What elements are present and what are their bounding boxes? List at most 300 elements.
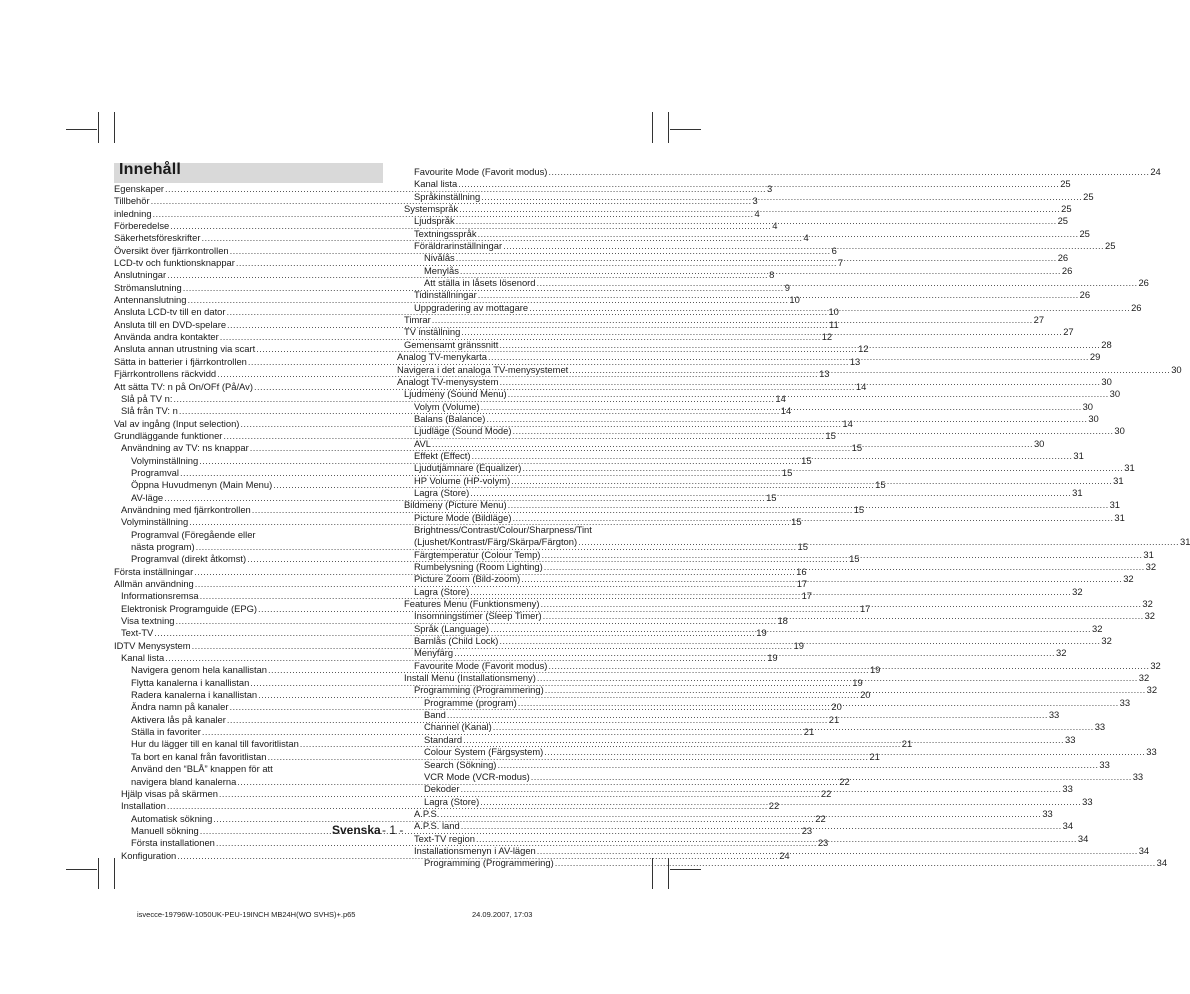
toc-entry bbox=[397, 857, 1168, 869]
toc-entry-title: Användning med fjärrkontrollen bbox=[121, 503, 251, 515]
toc-leader-dots bbox=[488, 351, 1089, 363]
toc-entry-title: Programval (direkt åtkomst) bbox=[131, 553, 247, 565]
toc-entry-page: 14 bbox=[855, 380, 867, 392]
toc-leader-dots bbox=[486, 413, 1087, 425]
toc-entry-title: VCR Mode (VCR-modus) bbox=[424, 770, 530, 782]
toc-entry-title: Uppgradering av mottagare bbox=[414, 301, 529, 313]
toc-entry-page: 4 bbox=[754, 207, 760, 219]
toc-entry-title: Automatisk sökning bbox=[131, 812, 213, 824]
toc-leader-dots bbox=[555, 857, 1156, 869]
toc-entry-page: 12 bbox=[858, 343, 869, 355]
toc-entry bbox=[397, 166, 1161, 178]
toc-leader-dots bbox=[454, 647, 1055, 659]
toc-entry-page: 34 bbox=[1062, 820, 1074, 832]
toc-leader-dots bbox=[481, 191, 1082, 203]
toc-entry-title: Fjärrkontrollens räckvidd bbox=[114, 368, 217, 380]
toc-entry-page: 32 bbox=[1056, 647, 1067, 659]
toc-entry-page: 33 bbox=[1048, 709, 1060, 721]
toc-leader-dots bbox=[490, 623, 1091, 635]
toc-entry-title: A.P.S. bbox=[414, 807, 440, 819]
toc-entry-title: Analogt TV-menysystem bbox=[397, 375, 499, 387]
toc-entry-page: 32 bbox=[1146, 684, 1158, 696]
toc-leader-dots bbox=[537, 845, 1138, 857]
toc-leader-dots bbox=[456, 252, 1057, 264]
toc-entry-title: Kanal lista bbox=[121, 652, 165, 664]
crop-mark bbox=[114, 858, 115, 889]
toc-leader-dots bbox=[508, 388, 1109, 400]
toc-entry-title: Lagra (Store) bbox=[424, 795, 480, 807]
toc-entry-title: Channel (Kanal) bbox=[424, 721, 492, 733]
toc-entry-title: Flytta kanalerna i kanallistan bbox=[131, 676, 250, 688]
toc-entry-page: 25 bbox=[1105, 240, 1116, 252]
toc-leader-dots bbox=[476, 833, 1077, 845]
toc-entry-title: Timrar bbox=[404, 314, 431, 326]
toc-entry-title: Slå på TV n: bbox=[121, 392, 173, 404]
toc-entry-page: 7 bbox=[837, 257, 844, 269]
toc-entry-page: 23 bbox=[817, 837, 829, 849]
toc-leader-dots bbox=[480, 796, 1081, 808]
toc-entry-title: Text-TV bbox=[121, 627, 154, 639]
toc-entry-title: Anslutningar bbox=[114, 269, 167, 281]
toc-leader-dots bbox=[512, 425, 1113, 437]
toc-entry-page: 33 bbox=[1132, 770, 1144, 782]
toc-entry-page: 10 bbox=[828, 306, 839, 318]
toc-entry-page: 31 bbox=[1109, 499, 1121, 511]
toc-leader-dots bbox=[503, 240, 1104, 252]
toc-entry-page: 31 bbox=[1114, 511, 1125, 523]
toc-entry-page: 14 bbox=[842, 417, 853, 429]
toc-entry-page: 15 bbox=[849, 553, 860, 565]
toc-entry-page: 15 bbox=[875, 479, 886, 491]
toc-entry-page: 16 bbox=[796, 565, 807, 577]
toc-entry-title: Brightness/Contrast/Colour/Sharpness/Tint bbox=[414, 523, 592, 535]
toc-entry-title: Säkerhetsföreskrifter bbox=[114, 232, 201, 244]
toc-entry-page: 4 bbox=[772, 220, 778, 232]
toc-leader-dots bbox=[470, 487, 1071, 499]
toc-entry-page: 25 bbox=[1061, 203, 1072, 215]
toc-entry-page: 31 bbox=[1124, 462, 1135, 474]
toc-entry-page: 21 bbox=[803, 726, 815, 738]
toc-entry-title: Standard bbox=[424, 733, 463, 745]
toc-entry-page: 19 bbox=[869, 664, 881, 676]
toc-entry-title: inledning bbox=[114, 207, 152, 219]
toc-entry-title: Programming (Programmering) bbox=[424, 857, 554, 869]
toc-leader-dots bbox=[545, 684, 1146, 696]
crop-mark bbox=[114, 112, 115, 143]
toc-entry-title: navigera bland kanalerna bbox=[131, 775, 237, 787]
toc-entry-page: 27 bbox=[1063, 326, 1074, 338]
toc-entry-page: 34 bbox=[1077, 832, 1089, 844]
toc-entry-title: Analog TV-menykarta bbox=[397, 351, 487, 363]
toc-leader-dots bbox=[543, 610, 1144, 622]
toc-entry-title: HP Volume (HP-volym) bbox=[414, 474, 511, 486]
toc-entry-page: 32 bbox=[1092, 622, 1103, 634]
toc-entry-title: TV inställning bbox=[404, 326, 461, 338]
crop-mark bbox=[670, 129, 701, 130]
toc-entry bbox=[397, 203, 1072, 215]
toc-entry-page: 26 bbox=[1138, 277, 1149, 289]
toc-entry-title: Favourite Mode (Favorit modus) bbox=[414, 166, 548, 177]
toc-entry-page: 25 bbox=[1060, 178, 1071, 190]
toc-entry-page: 32 bbox=[1072, 585, 1083, 597]
toc-entry-page: 13 bbox=[819, 368, 830, 380]
toc-entry-page: 14 bbox=[780, 405, 792, 417]
toc-entry bbox=[397, 215, 1069, 227]
toc-leader-dots bbox=[440, 808, 1041, 820]
footer-language: Svenska bbox=[332, 823, 381, 837]
toc-entry-page: 20 bbox=[831, 701, 842, 713]
toc-entry-title: Använda andra kontakter bbox=[114, 331, 219, 343]
toc-entry-page: 24 bbox=[779, 849, 790, 861]
toc-leader-dots bbox=[459, 203, 1060, 215]
toc-entry-title: Antennanslutning bbox=[114, 294, 187, 306]
toc-entry-title: Ansluta annan utrustning via scart bbox=[114, 343, 256, 355]
toc-entry-page: 22 bbox=[768, 800, 780, 812]
toc-entry bbox=[397, 264, 1073, 277]
toc-entry bbox=[397, 190, 1094, 203]
toc-entry-page: 30 bbox=[1033, 437, 1045, 449]
toc-leader-dots bbox=[456, 215, 1057, 227]
toc-entry-page: 27 bbox=[1033, 314, 1045, 326]
crop-mark bbox=[98, 112, 99, 143]
toc-entry-page: 19 bbox=[756, 627, 767, 639]
toc-leader-dots bbox=[521, 573, 1122, 585]
toc-entry-title: Install Menu (Installationsmeny) bbox=[404, 672, 536, 684]
toc-entry-page: 32 bbox=[1150, 659, 1161, 671]
toc-entry-page: 32 bbox=[1144, 610, 1156, 622]
toc-leader-dots bbox=[537, 672, 1138, 684]
toc-entry-page: 15 bbox=[791, 516, 802, 528]
toc-entry-page: 32 bbox=[1145, 561, 1157, 572]
toc-entry-title: Band bbox=[424, 709, 446, 721]
toc-entry-page: 15 bbox=[797, 540, 808, 552]
toc-entry-title: Slå från TV: n bbox=[121, 405, 178, 417]
toc-leader-dots bbox=[432, 438, 1033, 450]
footer-filename: isvecce-19796W-1050UK-PEU-19INCH MB24H(WO SVHS)+.p65 bbox=[137, 910, 356, 919]
toc-entry-title: Navigera genom hela kanallistan bbox=[131, 664, 268, 676]
toc-entry-page: 19 bbox=[852, 676, 863, 688]
toc-entry-title: Informationsremsa bbox=[121, 590, 199, 602]
toc-leader-dots bbox=[531, 771, 1132, 783]
toc-entry-page: 31 bbox=[1073, 449, 1084, 461]
page-title: Innehåll bbox=[119, 161, 182, 178]
toc-leader-dots bbox=[511, 475, 1112, 487]
footer-page-number: - 1 - bbox=[382, 823, 404, 837]
toc-entry-title: (Ljushet/Kontrast/Färg/Skärpa/Färgton) bbox=[414, 536, 578, 548]
toc-leader-dots bbox=[518, 697, 1119, 709]
toc-leader-dots bbox=[569, 364, 1170, 376]
toc-leader-dots bbox=[499, 376, 1100, 388]
toc-entry-title: Volyminställning bbox=[131, 454, 199, 466]
crop-mark bbox=[66, 129, 97, 130]
toc-entry-page: 33 bbox=[1042, 807, 1053, 819]
toc-entry-title: Volyminställning bbox=[121, 516, 189, 528]
toc-entry-page: 34 bbox=[1156, 857, 1168, 869]
toc-leader-dots bbox=[471, 450, 1072, 462]
toc-entry-page: 33 bbox=[1094, 721, 1106, 733]
toc-entry-title: Manuell sökning bbox=[131, 824, 199, 836]
toc-entry-title: Val av ingång (Input selection) bbox=[114, 417, 240, 429]
toc-entry-page: 32 bbox=[1138, 672, 1150, 684]
toc-entry-page: 26 bbox=[1057, 252, 1069, 264]
toc-entry-title: Lagra (Store) bbox=[414, 585, 470, 597]
toc-leader-dots bbox=[478, 228, 1079, 240]
toc-leader-dots bbox=[541, 549, 1142, 561]
toc-entry-title: Gemensamt gränssnitt bbox=[404, 338, 499, 350]
toc-entry-title: LCD-tv och funktionsknappar bbox=[114, 257, 235, 269]
toc-entry-title: AV-läge bbox=[131, 491, 164, 503]
crop-mark bbox=[668, 112, 669, 143]
toc-leader-dots bbox=[522, 462, 1123, 474]
toc-leader-dots bbox=[460, 265, 1061, 277]
toc-entry-page: 13 bbox=[849, 355, 861, 367]
toc-entry-page: 29 bbox=[1089, 351, 1101, 363]
toc-entry-title: nästa program) bbox=[131, 540, 195, 552]
toc-entry-title: Första inställningar bbox=[114, 565, 194, 577]
toc-entry-title: Insomningstimer (Sleep Timer) bbox=[414, 610, 542, 622]
toc-entry-page: 22 bbox=[820, 787, 832, 799]
toc-entry-title: Dekoder bbox=[424, 783, 460, 795]
toc-entry-page: 25 bbox=[1057, 215, 1069, 227]
toc-entry bbox=[397, 240, 1116, 252]
toc-entry-page: 21 bbox=[828, 713, 840, 725]
toc-entry-title: Färgtemperatur (Colour Temp) bbox=[414, 548, 541, 560]
toc-entry-page: 22 bbox=[815, 812, 826, 824]
toc-entry-title: Text-TV region bbox=[414, 832, 475, 844]
toc-entry-page: 30 bbox=[1114, 425, 1125, 437]
toc-entry-page: 31 bbox=[1180, 536, 1190, 548]
toc-entry-page: 32 bbox=[1123, 573, 1134, 585]
toc-entry bbox=[397, 252, 1069, 264]
toc-entry-title: Kanal lista bbox=[414, 178, 458, 190]
toc-leader-dots bbox=[470, 586, 1071, 598]
toc-entry-title: Systemspråk bbox=[404, 203, 459, 215]
toc-entry-title: Översikt över fjärrkontrollen bbox=[114, 244, 229, 256]
toc-entry-page: 30 bbox=[1088, 412, 1099, 424]
toc-leader-dots bbox=[512, 512, 1113, 524]
toc-entry-title: Konfiguration bbox=[121, 849, 177, 861]
toc-entry-page: 32 bbox=[1101, 635, 1112, 647]
toc-entry-page: 33 bbox=[1082, 795, 1093, 807]
toc-entry-page: 10 bbox=[789, 294, 800, 306]
toc-entry-page: 9 bbox=[784, 281, 790, 293]
toc-entry-title: Programme (program) bbox=[424, 696, 517, 708]
toc-entry-title: Programval bbox=[131, 466, 179, 478]
toc-entry-page: 21 bbox=[869, 750, 880, 762]
toc-entry-title: Ändra namn på kanaler bbox=[131, 701, 229, 713]
toc-entry bbox=[397, 277, 1149, 289]
toc-entry-title: Ställa in favoriter bbox=[131, 726, 201, 738]
toc-entry-title: Visa textning bbox=[121, 615, 175, 627]
toc-entry-page: 24 bbox=[1150, 166, 1161, 177]
toc-entry-page: 26 bbox=[1079, 289, 1091, 301]
toc-leader-dots bbox=[499, 339, 1100, 351]
toc-entry-page: 21 bbox=[901, 738, 913, 750]
toc-entry-page: 30 bbox=[1171, 363, 1182, 375]
toc-entry bbox=[114, 529, 384, 541]
toc-entry-page: 33 bbox=[1065, 733, 1076, 745]
toc-leader-dots bbox=[540, 598, 1141, 610]
crop-mark bbox=[652, 112, 653, 143]
toc-leader-dots bbox=[497, 759, 1098, 771]
toc-entry-title: Strömanslutning bbox=[114, 281, 182, 293]
toc-entry-page: 8 bbox=[769, 269, 775, 281]
toc-entry-page: 17 bbox=[801, 590, 813, 602]
toc-entry-page: 33 bbox=[1119, 696, 1131, 708]
toc-entry-title: Ljudutjämnare (Equalizer) bbox=[414, 462, 522, 474]
toc-entry-page: 15 bbox=[851, 442, 863, 454]
toc-entry-title: A.P.S. land bbox=[414, 820, 460, 832]
toc-leader-dots bbox=[537, 277, 1138, 289]
toc-entry-page: 26 bbox=[1061, 264, 1073, 276]
toc-entry-title: Språkinställning bbox=[414, 190, 481, 202]
toc-entry-title: Programval (Föregående eller bbox=[131, 528, 256, 540]
toc-leader-dots bbox=[499, 635, 1100, 647]
toc-entry-title: Volym (Volume) bbox=[414, 400, 480, 412]
toc-entry-page: 3 bbox=[752, 195, 758, 207]
toc-entry-title: Tillbehör bbox=[114, 195, 150, 207]
toc-entry-page: 30 bbox=[1082, 400, 1094, 412]
toc-leader-dots bbox=[432, 314, 1033, 326]
toc-entry-page: 28 bbox=[1101, 338, 1112, 350]
toc-entry bbox=[397, 758, 1110, 771]
toc-leader-dots bbox=[461, 820, 1062, 832]
toc-leader-dots bbox=[548, 660, 1149, 672]
toc-leader-dots bbox=[460, 783, 1061, 795]
toc-entry-page: 25 bbox=[1083, 190, 1094, 202]
toc-entry-page: 30 bbox=[1109, 388, 1121, 400]
toc-entry-page: 32 bbox=[1142, 598, 1153, 610]
toc-entry-page: 33 bbox=[1062, 783, 1073, 795]
toc-entry-page: 30 bbox=[1101, 375, 1112, 387]
toc-leader-dots bbox=[458, 178, 1059, 190]
toc-entry-title: Picture Mode (Bildläge) bbox=[414, 511, 512, 523]
toc-entry-title: Grundläggande funktioner bbox=[114, 429, 223, 441]
toc-entry-title: Första installationen bbox=[131, 837, 215, 849]
toc-entry-page: 15 bbox=[781, 466, 793, 478]
toc-entry-title: Öppna Huvudmenyn (Main Menu) bbox=[131, 479, 273, 491]
toc-entry-title: Effekt (Effect) bbox=[414, 449, 471, 461]
crop-mark bbox=[66, 869, 97, 870]
toc-leader-dots bbox=[493, 721, 1094, 733]
toc-entry-title: IDTV Menysystem bbox=[114, 639, 191, 651]
toc-leader-dots bbox=[463, 734, 1064, 746]
toc-entry-title: Installationsmenyn i AV-lägen bbox=[414, 844, 536, 856]
toc-entry-page: 15 bbox=[825, 429, 836, 441]
toc-entry-page: 31 bbox=[1072, 486, 1083, 498]
toc-entry-page: 4 bbox=[803, 232, 809, 244]
toc-entry-page: 33 bbox=[1099, 758, 1110, 770]
toc-entry-title: Användning av TV: ns knappar bbox=[121, 442, 249, 454]
toc-entry-title: Menylås bbox=[424, 264, 459, 276]
toc-entry-title: Colour System (Färgsystem) bbox=[424, 746, 544, 758]
toc-leader-dots bbox=[447, 709, 1048, 721]
toc-entry-page: 31 bbox=[1113, 474, 1124, 486]
toc-entry-title: Hjälp visas på skärmen bbox=[121, 787, 218, 799]
toc-leader-dots bbox=[508, 499, 1109, 511]
toc-entry bbox=[397, 178, 1071, 190]
toc-entry-title: Radera kanalerna i kanallistan bbox=[131, 689, 258, 701]
toc-entry-title: Elektronisk Programguide (EPG) bbox=[121, 602, 257, 614]
toc-entry-page: 18 bbox=[777, 615, 788, 627]
toc-entry-page: 6 bbox=[831, 244, 837, 256]
toc-entry-title: Egenskaper bbox=[114, 183, 165, 194]
toc-entry-title: Textningsspråk bbox=[414, 227, 477, 239]
toc-entry-title: Förberedelse bbox=[114, 220, 170, 232]
toc-entry-page: 15 bbox=[853, 503, 865, 515]
footer-date: 24.09.2007, 17:03 bbox=[472, 910, 533, 919]
toc-entry-page: 31 bbox=[1143, 548, 1154, 560]
toc-entry-title: Installation bbox=[121, 800, 166, 812]
toc-entry-title: Aktivera lås på kanaler bbox=[131, 713, 226, 725]
toc-leader-dots bbox=[544, 561, 1145, 573]
toc-entry-title: Menyfärg bbox=[414, 647, 454, 659]
toc-entry-page: 33 bbox=[1146, 746, 1157, 758]
crop-mark bbox=[98, 858, 99, 889]
toc-entry bbox=[397, 524, 632, 536]
toc-leader-dots bbox=[478, 289, 1079, 301]
toc-entry-page: 22 bbox=[839, 775, 850, 787]
toc-entry-title: Bildmeny (Picture Menu) bbox=[404, 499, 507, 511]
toc-entry-page: 17 bbox=[796, 578, 808, 589]
toc-entry-title: Navigera i det analoga TV-menysystemet bbox=[397, 363, 569, 375]
toc-leader-dots bbox=[578, 536, 1179, 548]
toc-entry-title: Balans (Balance) bbox=[414, 412, 486, 424]
toc-entry-title: Språk (Language) bbox=[414, 622, 490, 634]
toc-entry-title: Tidinställningar bbox=[414, 289, 477, 301]
toc-entry-page: 19 bbox=[793, 639, 804, 651]
toc-entry-title: Search (Sökning) bbox=[424, 758, 497, 770]
toc-entry-title: Ljudspråk bbox=[414, 215, 455, 227]
toc-entry-title: Programming (Programmering) bbox=[414, 684, 544, 696]
toc-entry bbox=[397, 227, 1090, 240]
toc-entry-title: Använd den “BLÅ” knappen för att bbox=[131, 763, 273, 775]
toc-entry-title: Features Menu (Funktionsmeny) bbox=[404, 598, 540, 610]
toc-entry-page: 19 bbox=[767, 652, 778, 664]
toc-entry-title: Barnlås (Child Lock) bbox=[414, 635, 499, 647]
toc-leader-dots bbox=[548, 166, 1149, 178]
toc-entry-page: 26 bbox=[1131, 301, 1142, 313]
toc-entry-title: Att sätta TV: n på On/OFf (På/Av) bbox=[114, 380, 253, 392]
toc-entry-title: Ljudmeny (Sound Menu) bbox=[404, 388, 507, 400]
toc-entry-title: AVL bbox=[414, 437, 432, 449]
toc-entry-title: Nivålås bbox=[424, 252, 455, 264]
toc-entry-page: 14 bbox=[775, 392, 786, 404]
toc-entry-title: Sätta in batterier i fjärrkontrollen bbox=[114, 355, 247, 367]
toc-entry-title: Allmän användning bbox=[114, 578, 194, 589]
toc-entry-page: 11 bbox=[828, 318, 839, 330]
toc-entry-page: 12 bbox=[821, 331, 833, 343]
toc-entry-title: Ansluta till en DVD-spelare bbox=[114, 318, 227, 330]
toc-entry-title: Föräldrarinställningar bbox=[414, 240, 503, 252]
toc-entry-page: 23 bbox=[801, 824, 813, 836]
toc-entry-page: 25 bbox=[1079, 227, 1090, 239]
toc-entry-title: Favourite Mode (Favorit modus) bbox=[414, 659, 548, 671]
toc-entry-title: Rumbelysning (Room Lighting) bbox=[414, 561, 543, 572]
toc-entry-page: 20 bbox=[860, 689, 871, 701]
toc-entry-title: Hur du lägger till en kanal till favoritlistan bbox=[131, 738, 299, 750]
toc-entry-title: Lagra (Store) bbox=[414, 486, 470, 498]
toc-leader-dots bbox=[461, 326, 1062, 338]
toc-leader-dots bbox=[481, 401, 1082, 413]
toc-entry-page: 3 bbox=[766, 183, 773, 194]
toc-entry-title: Ansluta LCD-tv till en dator bbox=[114, 306, 226, 318]
toc-leader-dots bbox=[544, 746, 1145, 758]
toc-entry-title: Ljudläge (Sound Mode) bbox=[414, 425, 512, 437]
toc-entry bbox=[114, 763, 384, 775]
toc-entry-page: 34 bbox=[1138, 844, 1150, 856]
toc-entry-title: Att ställa in låsets lösenord bbox=[424, 277, 536, 289]
